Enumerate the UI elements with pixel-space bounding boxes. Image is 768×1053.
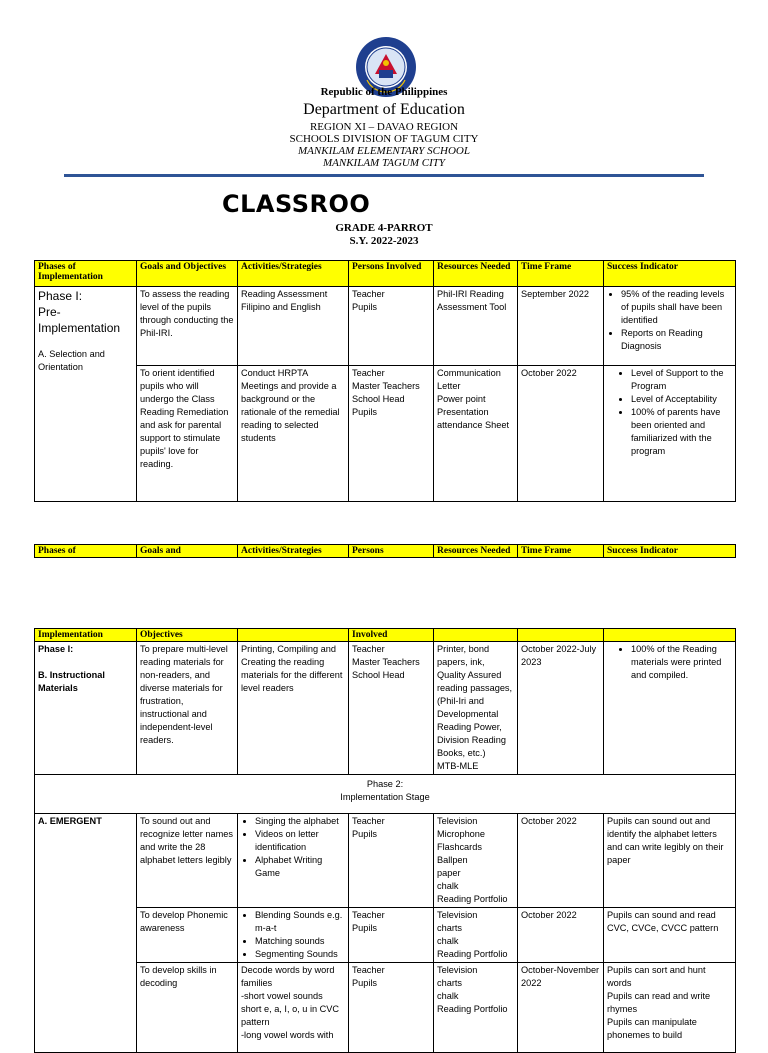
- indicator-cell: Pupils can sound and read CVC, CVCe, CVCC pattern: [604, 908, 736, 963]
- indicator-item: • 100% of parents have been oriented and familiarized with the program: [631, 406, 732, 458]
- goal-cell: To assess the reading level of the pupils through conducting the Phil-IRI.: [137, 287, 238, 366]
- resources-cell: Communication Letter Power point Presentation attendance Sheet: [434, 366, 518, 502]
- header-phases: Phases of Implementation: [35, 261, 137, 287]
- header-implementation: Implementation: [35, 629, 137, 642]
- header-phases: Phases of: [35, 545, 137, 558]
- school-address: MANKILAM TAGUM CITY: [322, 157, 446, 169]
- header-time-frame: Time Frame: [518, 545, 604, 558]
- implementation-table-1: [34, 260, 736, 502]
- goal-cell: To orient identified pupils who will undergo the Class Reading Remediation and ask for parental support to stimulate pupils' love for reading.: [137, 366, 238, 502]
- header-blank: [434, 629, 518, 642]
- activity-item: • Videos on letter identification: [255, 828, 345, 854]
- activity-item: • Matching sounds: [255, 935, 345, 948]
- header-persons: Persons Involved: [349, 261, 434, 287]
- indicator-cell: [604, 642, 736, 775]
- persons-cell: Teacher Pupils: [349, 908, 434, 963]
- phase-cell: [35, 287, 137, 502]
- activity-item: • Alphabet Writing Game: [255, 854, 345, 880]
- header-goals: Goals and: [137, 545, 238, 558]
- header-resources: Resources Needed: [434, 545, 518, 558]
- indicator-item: • Reports on Reading Diagnosis: [621, 327, 732, 353]
- activity-cell: Conduct HRPTA Meetings and provide a background or the rationale of the remedial reading to selected students: [238, 366, 349, 502]
- school-year: S.Y. 2022-2023: [349, 235, 419, 247]
- implementation-table-2: [34, 544, 736, 558]
- header-activities: Activities/Strategies: [238, 261, 349, 287]
- division-name: SCHOOLS DIVISION OF TAGUM CITY: [289, 133, 479, 145]
- header-activities: Activities/Strategies: [238, 545, 349, 558]
- resources-cell: Printer, bond papers, ink, Quality Assured reading passages, (Phil-Iri and Developmental Reading Power, Division Reading Books, etc.) MTB-MLE: [434, 642, 518, 775]
- resources-cell: Television Microphone Flashcards Ballpen paper chalk Reading Portfolio: [434, 814, 518, 908]
- indicator-cell: [604, 366, 736, 502]
- phase-2-title: Phase 2:: [366, 779, 404, 789]
- activity-cell: Reading Assessment Filipino and English: [238, 287, 349, 366]
- time-frame-cell: October-November 2022: [518, 963, 604, 1053]
- header-objectives: Objectives: [137, 629, 238, 642]
- time-frame-cell: October 2022: [518, 908, 604, 963]
- persons-cell: Teacher Pupils: [349, 814, 434, 908]
- activity-cell: [238, 814, 349, 908]
- header-blank: [604, 629, 736, 642]
- goal-cell: To sound out and recognize letter names and write the 28 alphabet letters legibly: [137, 814, 238, 908]
- header-time-frame: Time Frame: [518, 261, 604, 287]
- country-name: Republic of the Philippines: [320, 86, 448, 98]
- goal-cell: To develop Phonemic awareness: [137, 908, 238, 963]
- activity-cell: Decode words by word families -short vowel sounds short e, a, I, o, u in CVC pattern -long vowel words with: [238, 963, 349, 1053]
- persons-cell: Teacher Master Teachers School Head Pupils: [349, 366, 434, 502]
- phase-subtitle: B. Instructional Materials: [38, 670, 105, 693]
- phase-title: Phase I:: [38, 644, 74, 654]
- header-success-indicator: Success Indicator: [604, 261, 736, 287]
- header-blank: [518, 629, 604, 642]
- school-name: MANKILAM ELEMENTARY SCHOOL: [298, 145, 470, 157]
- indicator-item: • 95% of the reading levels of pupils shall have been identified: [621, 288, 732, 327]
- resources-cell: Phil-IRI Reading Assessment Tool: [434, 287, 518, 366]
- phase-2-subtitle: Implementation Stage: [340, 792, 430, 802]
- phase-2-banner: [35, 775, 736, 814]
- indicator-item: • 100% of the Reading materials were printed and compiled.: [631, 643, 732, 682]
- goal-cell: To develop skills in decoding: [137, 963, 238, 1053]
- phase-title: Phase I: Pre- Implementation: [38, 289, 121, 335]
- time-frame-cell: September 2022: [518, 287, 604, 366]
- time-frame-cell: October 2022-July 2023: [518, 642, 604, 775]
- implementation-table-3: [34, 628, 736, 1053]
- emergent-level-cell: A. EMERGENT: [35, 814, 137, 1053]
- region-name: REGION XI – DAVAO REGION: [309, 121, 459, 133]
- header-divider: [64, 174, 704, 177]
- indicator-item: • Level of Acceptability: [631, 393, 732, 406]
- time-frame-cell: October 2022: [518, 366, 604, 502]
- goal-cell: To prepare multi-level reading materials for non-readers, and diverse materials for frustration, instructional and independent-level readers.: [137, 642, 238, 775]
- activity-item: • Blending Sounds e.g. m-a-t: [255, 909, 345, 935]
- department-name: Department of Education: [303, 101, 465, 118]
- persons-cell: Teacher Pupils: [349, 287, 434, 366]
- persons-cell: Teacher Master Teachers School Head: [349, 642, 434, 775]
- document-title: CLASSROO: [222, 190, 371, 218]
- header-resources: Resources Needed: [434, 261, 518, 287]
- indicator-cell: Pupils can sort and hunt words Pupils can read and write rhymes Pupils can manipulate phonemes to build: [604, 963, 736, 1053]
- activity-cell: [238, 908, 349, 963]
- indicator-cell: Pupils can sound out and identify the alphabet letters and can write legibly on their paper: [604, 814, 736, 908]
- header-success-indicator: Success Indicator: [604, 545, 736, 558]
- phase-subtitle: A. Selection and Orientation: [38, 349, 105, 372]
- activity-item: • Singing the alphabet: [255, 815, 345, 828]
- header-goals: Goals and Objectives: [137, 261, 238, 287]
- phase-cell: [35, 642, 137, 775]
- time-frame-cell: October 2022: [518, 814, 604, 908]
- activity-cell: Printing, Compiling and Creating the reading materials for the different level readers: [238, 642, 349, 775]
- resources-cell: Television charts chalk Reading Portfolio: [434, 908, 518, 963]
- header-persons: Persons: [349, 545, 434, 558]
- indicator-cell: [604, 287, 736, 366]
- header-involved: Involved: [349, 629, 434, 642]
- resources-cell: Television charts chalk Reading Portfolio: [434, 963, 518, 1053]
- persons-cell: Teacher Pupils: [349, 963, 434, 1053]
- grade-section: GRADE 4-PARROT: [335, 222, 433, 234]
- header-blank: [238, 629, 349, 642]
- indicator-item: • Level of Support to the Program: [631, 367, 732, 393]
- activity-item: • Segmenting Sounds: [255, 948, 345, 961]
